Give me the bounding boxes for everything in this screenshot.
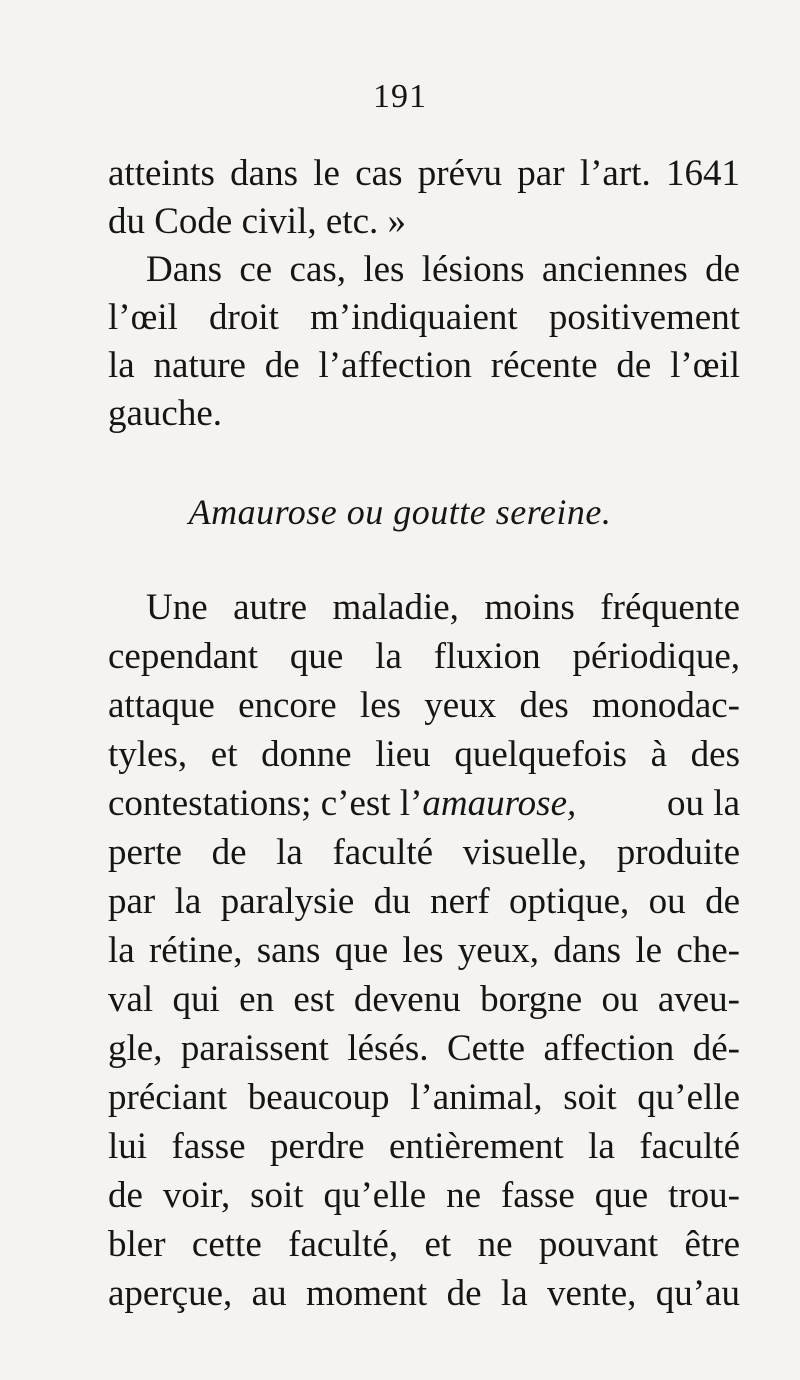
text-line: perte de la faculté visuelle, produite bbox=[108, 832, 740, 873]
text-line: tyles, et donne lieu quelquefois à des bbox=[108, 734, 740, 775]
text-segment: ou la bbox=[667, 783, 740, 824]
text-line: par la paralysie du nerf optique, ou de bbox=[108, 881, 740, 922]
text-line: la nature de l’affection récente de l’œil bbox=[108, 345, 740, 386]
text-line: Dans ce cas, les lésions anciennes de bbox=[146, 249, 740, 290]
italic-term: amaurose, bbox=[422, 783, 577, 824]
text-line: bler cette faculté, et ne pouvant être bbox=[108, 1224, 740, 1265]
text-line bbox=[108, 780, 740, 828]
text-line: du Code civil, etc. » bbox=[108, 201, 406, 242]
text-line: val qui en est devenu borgne ou aveu- bbox=[108, 979, 740, 1020]
text-line: aperçue, au moment de la vente, qu’au bbox=[108, 1273, 740, 1314]
text-line: la rétine, sans que les yeux, dans le che- bbox=[108, 930, 740, 971]
text-segment: contestations; c’est l’ bbox=[108, 783, 423, 824]
section-heading: Amaurose ou goutte sereine. bbox=[188, 492, 612, 532]
text-line: cependant que la fluxion périodique, bbox=[108, 636, 740, 677]
text-line: préciant beaucoup l’animal, soit qu’elle bbox=[108, 1077, 740, 1118]
text-line: atteints dans le cas prévu par l’art. 1641 bbox=[108, 153, 740, 194]
text-line: lui fasse perdre entièrement la faculté bbox=[108, 1126, 740, 1167]
text-line: de voir, soit qu’elle ne fasse que trou- bbox=[108, 1175, 740, 1216]
text-line: gle, paraissent lésés. Cette affection dé- bbox=[108, 1028, 740, 1069]
text-line: Une autre maladie, moins fréquente bbox=[146, 587, 740, 628]
page-number: 191 bbox=[373, 78, 427, 115]
text-line: gauche. bbox=[108, 393, 223, 434]
text-line: l’œil droit m’indiquaient positivement bbox=[108, 297, 740, 338]
text-line: attaque encore les yeux des monodac- bbox=[108, 685, 740, 726]
